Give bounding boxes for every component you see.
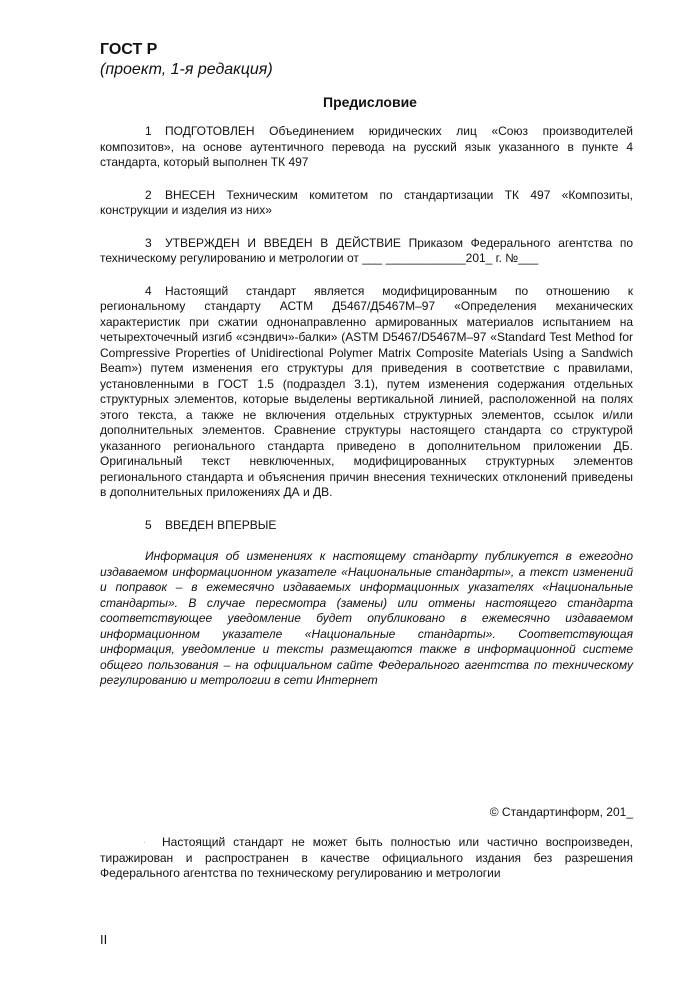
- page-number: II: [100, 932, 108, 947]
- copyright-line: © Стандартинформ, 201_: [489, 805, 633, 819]
- reproduction-notice: Настоящий стандарт не может быть полностью или частично воспроизведен, тиражирован и распространен в качестве официального издания без разрешения Федерального агентства по техническому регулированию и метрологии: [100, 835, 633, 880]
- item-number: 2: [145, 187, 152, 202]
- item-number: 1: [145, 124, 152, 138]
- preface-item-4: [100, 284, 633, 501]
- item-number: 3: [145, 235, 152, 250]
- document-header: [100, 40, 640, 80]
- item-number: 5: [145, 517, 152, 532]
- preface-item-1: [100, 124, 633, 171]
- document-code: ГОСТ Р: [100, 41, 158, 58]
- preface-item-5: [100, 518, 633, 534]
- preface-item-2: [100, 188, 633, 219]
- item-text: УТВЕРЖДЕН И ВВЕДЕН В ДЕЙСТВИЕ Приказом Федерального агентства по техническому регулированию и метрологии от ___ ____________201_ г. №___: [100, 235, 633, 265]
- item-text: ПОДГОТОВЛЕН Объединением юридических лиц «Союз производителей композитов», на основе аутентичного перевода на русский язык указанного в пункте 4 стандарта, который выполнен ТК 497: [100, 124, 633, 169]
- info-note: Информация об изменениях к настоящему стандарту публикуется в ежегодно издаваемом информационном указателе «Национальные стандарты», а текст изменений и поправок – в ежемесячно издаваемых информационных указателях «Национальные стандарты». В случае пересмотра (замены) или отмены настоящего стандарта соответствующее уведомление будет опубликовано в ежемесячно издаваемом информационном указателе «Национальные стандарты». Соответствующая информация, уведомление и тексты размещаются также в информационной системе общего пользования – на официальном сайте Федерального агентства по техническому регулированию и метрологии в сети Интернет: [100, 549, 633, 687]
- item-number: 4: [145, 283, 152, 298]
- document-status: (проект, 1-я редакция): [100, 61, 273, 78]
- notice-marker: .: [143, 835, 146, 846]
- item-text: Настоящий стандарт является модифицированным по отношению к региональному стандарту АСТМ Д5467/Д5467М–97 «Определения механических характеристик при сжатии однонаправленно армированных материалов испытанием на четырехточечный изгиб «сэндвич»-балки» (ASTM D5467/D5467M–97 «Standard Test Method for Compressive Properties of Unidirectional Polymer Matrix Composite Materials Using a Sandwich Beam») путем изменения его структуры для приведения в соответствие с правилами, установленными в ГОСТ 1.5 (подраздел 3.1), путем изменения содержания отдельных структурных элементов, которые выделены вертикальной линией, расположенной на полях этого текста, а также не включения отдельных структурных элементов, ссылок и/или дополнительных элементов. Сравнение структуры настоящего стандарта со структурой указанного регионального стандарта приведено в дополнительном приложении ДБ. Оригинальный текст невключенных, модифицированных структурных элементов регионального стандарта и объяснения причин внесения технических отклонений приведены в дополнительных приложениях ДА и ДВ.: [100, 283, 633, 499]
- item-text: ВНЕСЕН Техническим комитетом по стандартизации ТК 497 «Композиты, конструкции и изделия из них»: [100, 187, 633, 217]
- item-text: ВВЕДЕН ВПЕРВЫЕ: [165, 517, 277, 532]
- preface-item-3: [100, 236, 633, 267]
- section-title: Предисловие: [323, 94, 417, 110]
- preface-body: [100, 124, 633, 689]
